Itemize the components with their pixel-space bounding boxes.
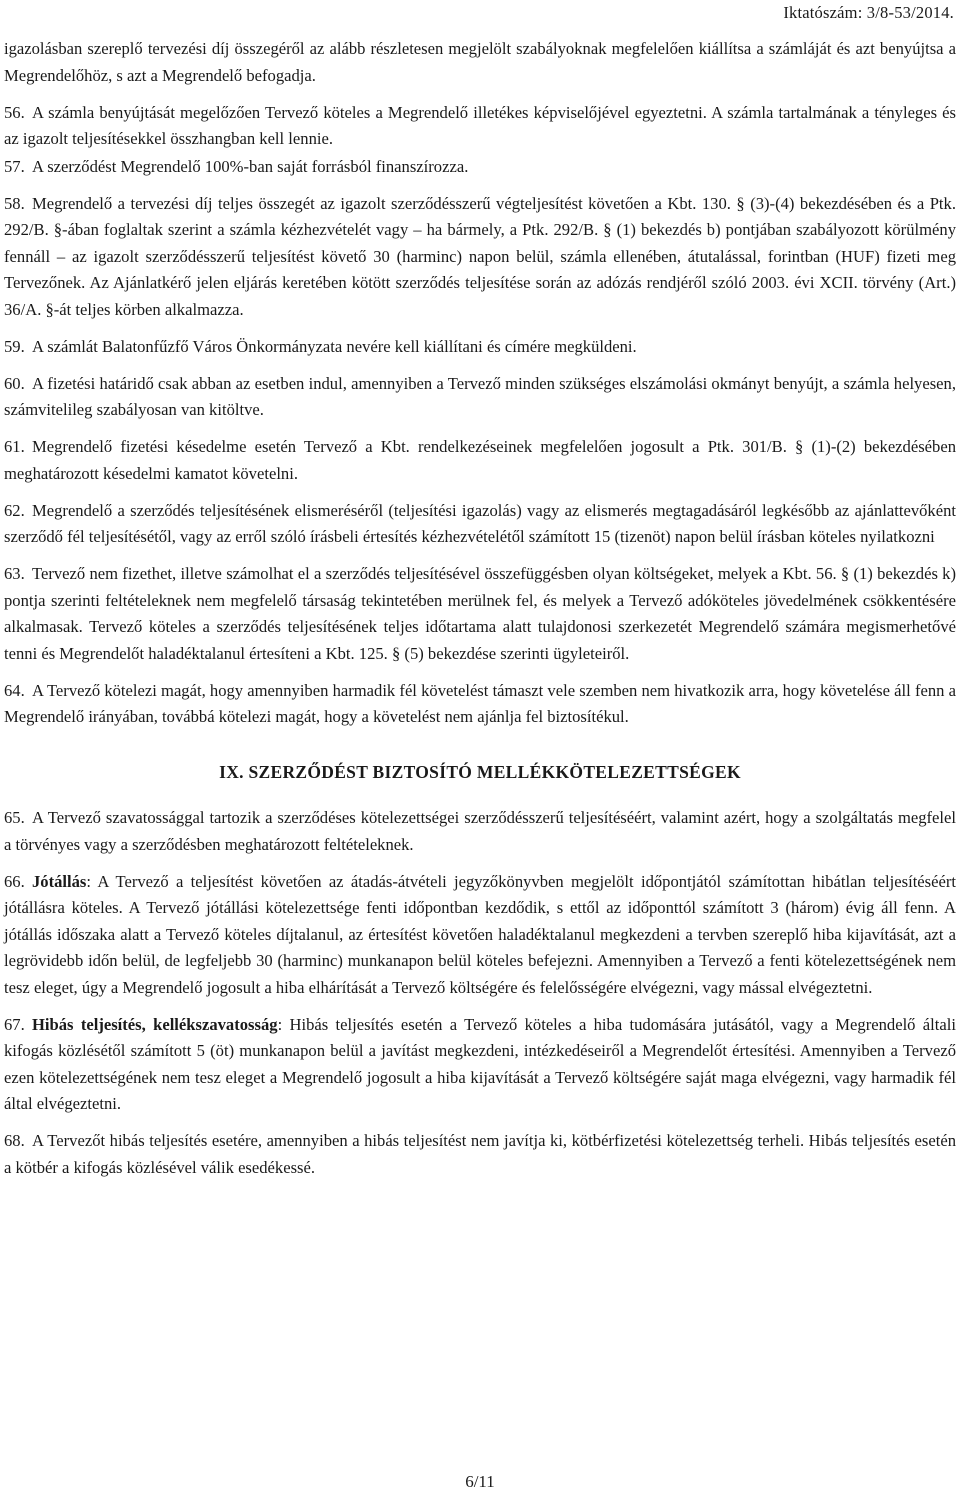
paragraph-60: 60. A fizetési határidő csak abban az esetben indul, amennyiben a Tervező minden szükséges elszámolási okmányt benyújt, a számla helyesen, számvitelileg szabályosan van kitöltve.	[4, 371, 956, 424]
paragraph-59: 59. A számlát Balatonfűzfő Város Önkormányzata nevére kell kiállítani és címére megküldeni.	[4, 334, 956, 361]
paragraph-number: 59.	[4, 336, 25, 356]
paragraph-number: 61.	[4, 437, 25, 456]
paragraph-number: 62.	[4, 500, 25, 520]
paragraph-continuation: igazolásban szereplő tervezési díj összegéről az alább részletesen megjelölt szabályoknak megfelelően kiállítsa a számláját és azt benyújtsa a Megrendelőhöz, s azt a Megrendelő befogadja.	[4, 39, 956, 85]
paragraph-62: 62. Megrendelő a szerződés teljesítésének elismeréséről (teljesítési igazolás) vagy az elismerés megtagadásáról legkésőbb az ajánlattevőként szerződő fél teljesítésétől, vagy az erről szóló írásbeli értesítés kézhezvételétől számított 15 (tizenöt) napon belül írásban köteles nyilatkozni	[4, 498, 956, 551]
paragraph-number: 56.	[4, 102, 25, 122]
paragraph-58: 58. Megrendelő a tervezési díj teljes összegét az igazolt szerződésszerű végteljesítést követően a Kbt. 130. § (3)-(4) bekezdésében és a Ptk. 292/B. §-ában foglaltak szerint a számla kézhezvételét vagy – ha bármely, a Ptk. 292/B. § (1) bekezdés b) pontjában szabályozott körülmény fennáll – az igazolt szerződésszerű teljesítést követő 30 (harminc) napon belül, számla ellenében, átutalással, forintban (HUF) fizeti meg Tervezőnek. Az Ajánlatkérő jelen eljárás keretében kötött szerződés teljesítése során az adózás rendjéről szóló 2003. évi XCII. törvény (Art.) 36/A. §-át teljes körben alkalmazza.	[4, 191, 956, 324]
paragraph-66: 66. Jótállás: A Tervező a teljesítést követően az átadás-átvételi jegyzőkönyvben megjelölt időpontjától számítottan hibátlan teljesítéséért jótállásra köteles. A Tervező jótállási kötelezettsége fenti időpontban kezdődik, s ettől az időponttól számított 3 (három) évig áll fenn. A jótállás időszaka alatt a Tervező köteles díjtalanul, az értesítést követően haladéktalanul megkezdeni a tervben szereplő hiba kijavítását, azt a legrövidebb időn belül, de legfeljebb 30 (harminc) munkanapon belül köteles befejezni. Amennyiben a Tervező a fenti kötelezettségének nem tesz eleget, úgy a Megrendelő jogosult a hiba elhárítását a Tervező költségére és felelősségére elvégezni, vagy mással elvégeztetni.	[4, 869, 956, 1002]
paragraph-56: 56. A számla benyújtását megelőzően Tervező köteles a Megrendelő illetékes képviselőjével egyeztetni. A számla tartalmának a tényleges és az igazolt teljesítésekkel összhangban kell lennie.	[4, 100, 956, 153]
paragraph-number: 68.	[4, 1131, 25, 1150]
paragraph-number: 65.	[4, 808, 25, 827]
paragraph-number: 64.	[4, 680, 25, 700]
paragraph-68: 68. A Tervezőt hibás teljesítés esetére, amennyiben a hibás teljesítést nem javítja ki, kötbérfizetési kötelezettség terheli. Hibás teljesítés esetén a kötbér a kifogás közlésével válik esedékessé.	[4, 1128, 956, 1181]
paragraph-number: 66.	[4, 871, 25, 891]
section-title: IX. SZERZŐDÉST BIZTOSÍTÓ MELLÉKKÖTELEZETTSÉGEK	[219, 761, 741, 782]
paragraph-heading: Hibás teljesítés, kellékszavatosság	[32, 1014, 278, 1034]
paragraph-57: 57. A szerződést Megrendelő 100%-ban saját forrásból finanszírozza.	[4, 154, 956, 181]
paragraph-65: 65. A Tervező szavatossággal tartozik a szerződéses kötelezettségei szerződésszerű teljesítéséért, valamint azért, hogy a szolgáltatás megfelel a törvényes vagy a szerződésben meghatározott feltételeknek.	[4, 805, 956, 858]
reference-number: Iktatószám: 3/8-53/2014.	[783, 3, 954, 22]
paragraph-61: 61. Megrendelő fizetési késedelme esetén Tervező a Kbt. rendelkezéseinek megfelelően jogosult a Ptk. 301/B. § (1)-(2) bekezdésében meghatározott késedelmi kamatot követelni.	[4, 434, 956, 487]
paragraph-67: 67. Hibás teljesítés, kellékszavatosság: Hibás teljesítés esetén a Tervező köteles a hiba tudomására jutásától, vagy a Megrendelő általi kifogás közlésétől számított 5 (öt) munkanapon belül a javítást megkezdeni, intézkedéseiről a Megrendelőt értesítési. Amennyiben a Tervező ezen kötelezettségének nem tesz eleget a Megrendelő jogosult a hiba kijavítását a Tervező költségére saját maga elvégezni, vagy harmadik fél által elvégeztetni.	[4, 1012, 956, 1118]
paragraph-64: 64. A Tervező kötelezi magát, hogy amennyiben harmadik fél követelést támaszt vele szemben nem hivatkozik arra, hogy követelése áll fenn a Megrendelő irányában, továbbá kötelezi magát, hogy a követelést nem ajánlja fel biztosítékul.	[4, 678, 956, 731]
paragraph-number: 63.	[4, 564, 25, 583]
paragraph-63: 63. Tervező nem fizethet, illetve számolhat el a szerződés teljesítésével összefüggésben olyan költségeket, melyek a Kbt. 56. § (1) bekezdés k) pontja szerinti feltételeknek nem megfelelő társaság tekintetében merülnek fel, és melyek a Tervező adóköteles jövedelmének csökkentésére alkalmasak. Tervező köteles a szerződés teljesítésének teljes időtartama alatt tulajdonosi szerkezetét Megrendelő számára megismerhetővé tenni és Megrendelőt haladéktalanul értesíteni a Kbt. 125. § (5) bekezdése szerinti ügyleteiről.	[4, 561, 956, 667]
paragraph-number: 60.	[4, 373, 25, 393]
paragraph-number: 58.	[4, 193, 25, 213]
document-body	[4, 36, 956, 1192]
paragraph-number: 67.	[4, 1014, 25, 1034]
paragraph-heading: Jótállás	[32, 871, 87, 891]
page-number: 6/11	[465, 1472, 495, 1491]
paragraph-number: 57.	[4, 156, 25, 176]
